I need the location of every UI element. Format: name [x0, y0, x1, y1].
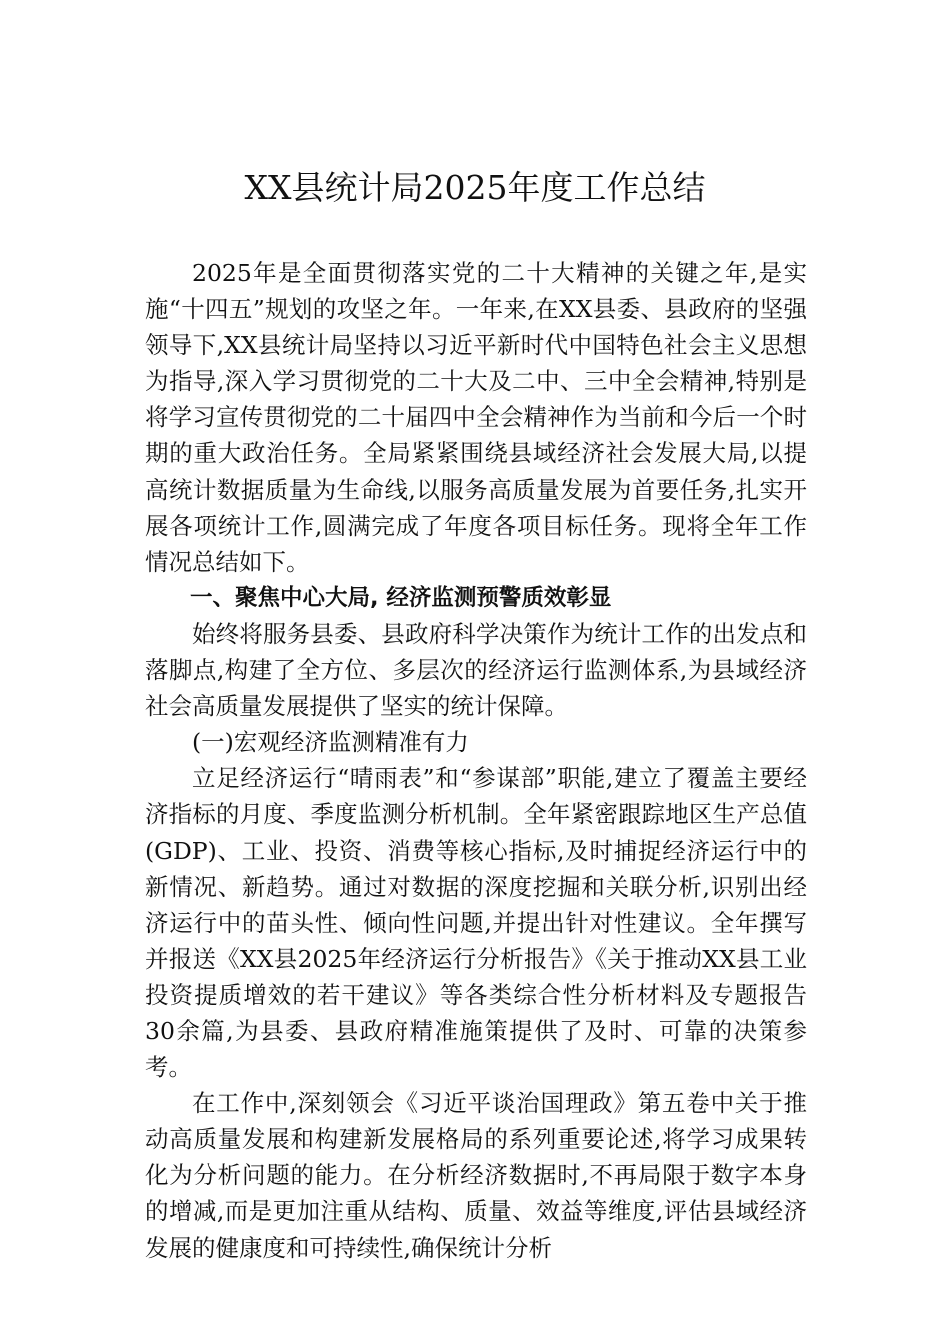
- subsection-paragraph-1: 立足经济运行“晴雨表”和“参谋部”职能,建立了覆盖主要经济指标的月度、季度监测分析机制。全年紧密跟踪地区生产总值(GDP)、工业、投资、消费等核心指标,及时捕捉经济运行中的新情况、新趋势。通过对数据的深度挖掘和关联分析,识别出经济运行中的苗头性、倾向性问题,并提出针对性建议。全年撰写并报送《XX县2025年经济运行分析报告》《关于推动XX县工业投资提质增效的若干建议》等各类综合性分析材料及专题报告30余篇,为县委、县政府精准施策提供了及时、可靠的决策参考。: [145, 764, 807, 1082]
- subsection-heading: (一)宏观经济监测精准有力: [192, 728, 469, 757]
- page-title: XX县统计局2025年度工作总结: [244, 168, 706, 207]
- subsection-paragraph-2: 在工作中,深刻领会《习近平谈治国理政》第五卷中关于推动高质量发展和构建新发展格局的系列重要论述,将学习成果转化为分析问题的能力。在分析经济数据时,不再局限于数字本身的增减,而是更加注重从结构、质量、效益等维度,评估县域经济发展的健康度和可持续性,确保统计分析: [145, 1089, 807, 1262]
- intro-paragraph: 2025年是全面贯彻落实党的二十大精神的关键之年,是实施“十四五”规划的攻坚之年。一年来,在XX县委、县政府的坚强领导下,XX县统计局坚持以习近平新时代中国特色社会主义思想为指导,深入学习贯彻党的二十大及二中、三中全会精神,特别是将学习宣传贯彻党的二十届四中全会精神作为当前和今后一个时期的重大政治任务。全局紧紧围绕县域经济社会发展大局,以提高统计数据质量为生命线,以服务高质量发展为首要任务,扎实开展各项统计工作,圆满完成了年度各项目标任务。现将全年工作情况总结如下。: [145, 259, 807, 576]
- section-heading: 一、聚焦中心大局, 经济监测预警质效彰显: [190, 584, 612, 611]
- section-paragraph: 始终将服务县委、县政府科学决策作为统计工作的出发点和落脚点,构建了全方位、多层次的经济运行监测体系,为县域经济社会高质量发展提供了坚实的统计保障。: [145, 619, 807, 721]
- document-body: [145, 255, 807, 1266]
